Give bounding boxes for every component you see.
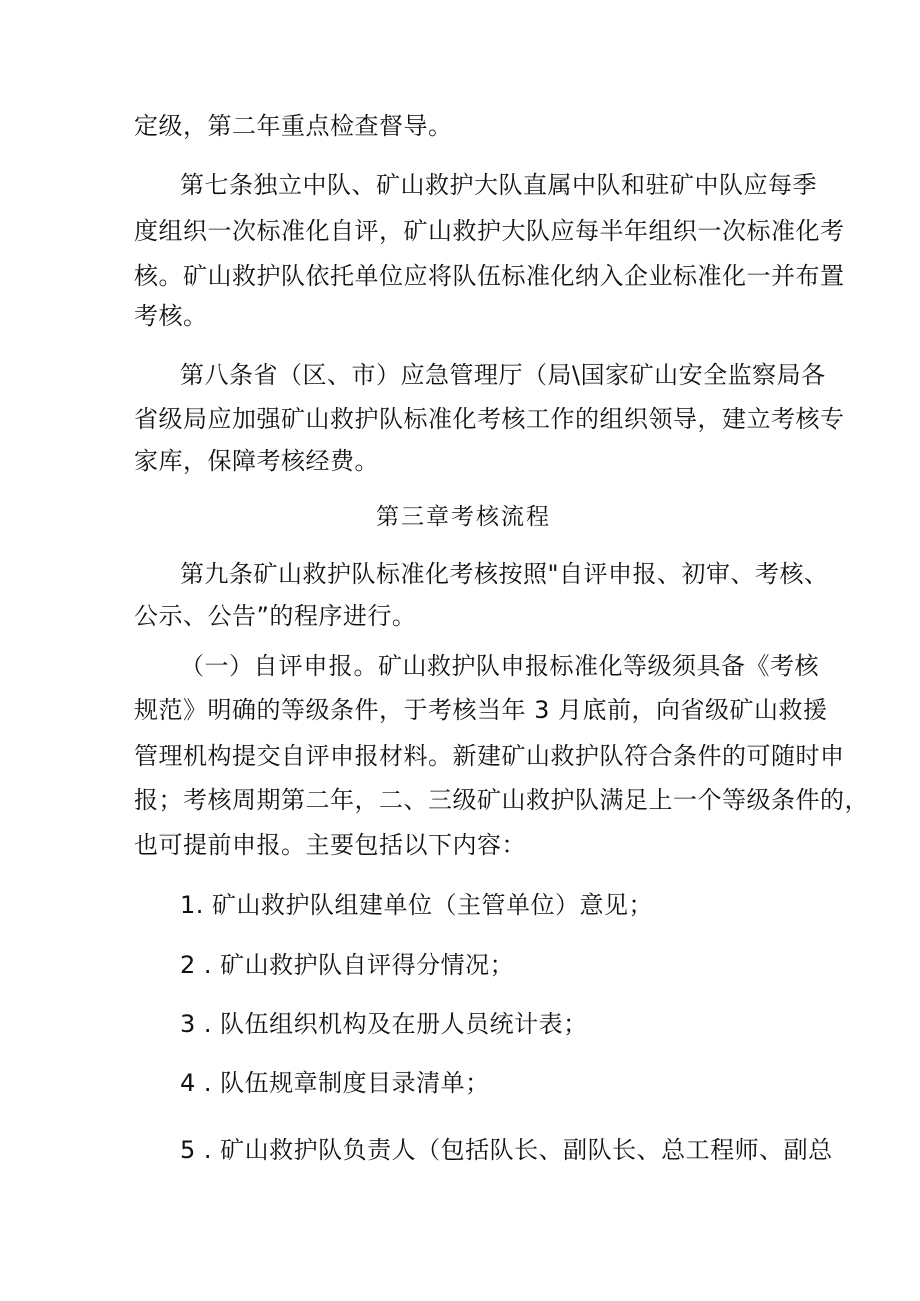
item-number: （一） <box>180 652 254 680</box>
paragraph-line: 公示、公告”的程序进行。 <box>134 602 417 630</box>
list-item: 5 . 矿山救护队负责人（包括队长、副队长、总工程师、副总 <box>180 1136 833 1164</box>
paragraph-line: 省级局应加强矿山救护队标准化考核工作的组织领导，建立考核专 <box>134 405 845 433</box>
article-7-line: 第七条独立中队、矿山救护大队直属中队和驻矿中队应每季 <box>180 171 817 199</box>
item-1-line <box>180 646 819 686</box>
chapter-heading: 第三章考核流程 <box>376 504 551 530</box>
list-item: 3 . 队伍组织机构及在册人员统计表； <box>180 1010 588 1038</box>
list-item: 1. 矿山救护队组建单位（主管单位）意见； <box>180 891 654 919</box>
item-text: 。矿山救护队申报标准化等级须具备《考核 <box>353 652 819 680</box>
list-item: 4 . 队伍规章制度目录清单； <box>180 1069 490 1097</box>
paragraph-line: 核。矿山救护队依托单位应将队伍标准化纳入企业标准化一并布置 <box>134 262 845 290</box>
item-title: 自评申报 <box>253 652 354 680</box>
list-item: 2 . 矿山救护队自评得分情况； <box>180 951 515 979</box>
article-8-line: 第八条省（区、市）应急管理厅（局\国家矿山安全监察局各 <box>180 361 826 389</box>
paragraph-line: 考核。 <box>134 302 208 330</box>
paragraph-line: 报；考核周期第二年，二、三级矿山救护队满足上一个等级条件的， <box>134 786 869 814</box>
paragraph-line: 定级，第二年重点检查督导。 <box>134 112 453 140</box>
article-9-line: 第九条矿山救护队标准化考核按照"自评申报、初审、考核、 <box>180 560 829 588</box>
paragraph-line: 规范》明确的等级条件，于考核当年 3 月底前，向省级矿山救援 <box>134 696 828 724</box>
paragraph-line: 家库，保障考核经费。 <box>134 447 379 475</box>
paragraph-line: 度组织一次标准化自评，矿山救护大队应每半年组织一次标准化考 <box>134 217 845 245</box>
paragraph-line: 也可提前申报。主要包括以下内容： <box>134 831 526 859</box>
paragraph-line: 管理机构提交自评申报材料。新建矿山救护队符合条件的可随时申 <box>134 742 845 770</box>
